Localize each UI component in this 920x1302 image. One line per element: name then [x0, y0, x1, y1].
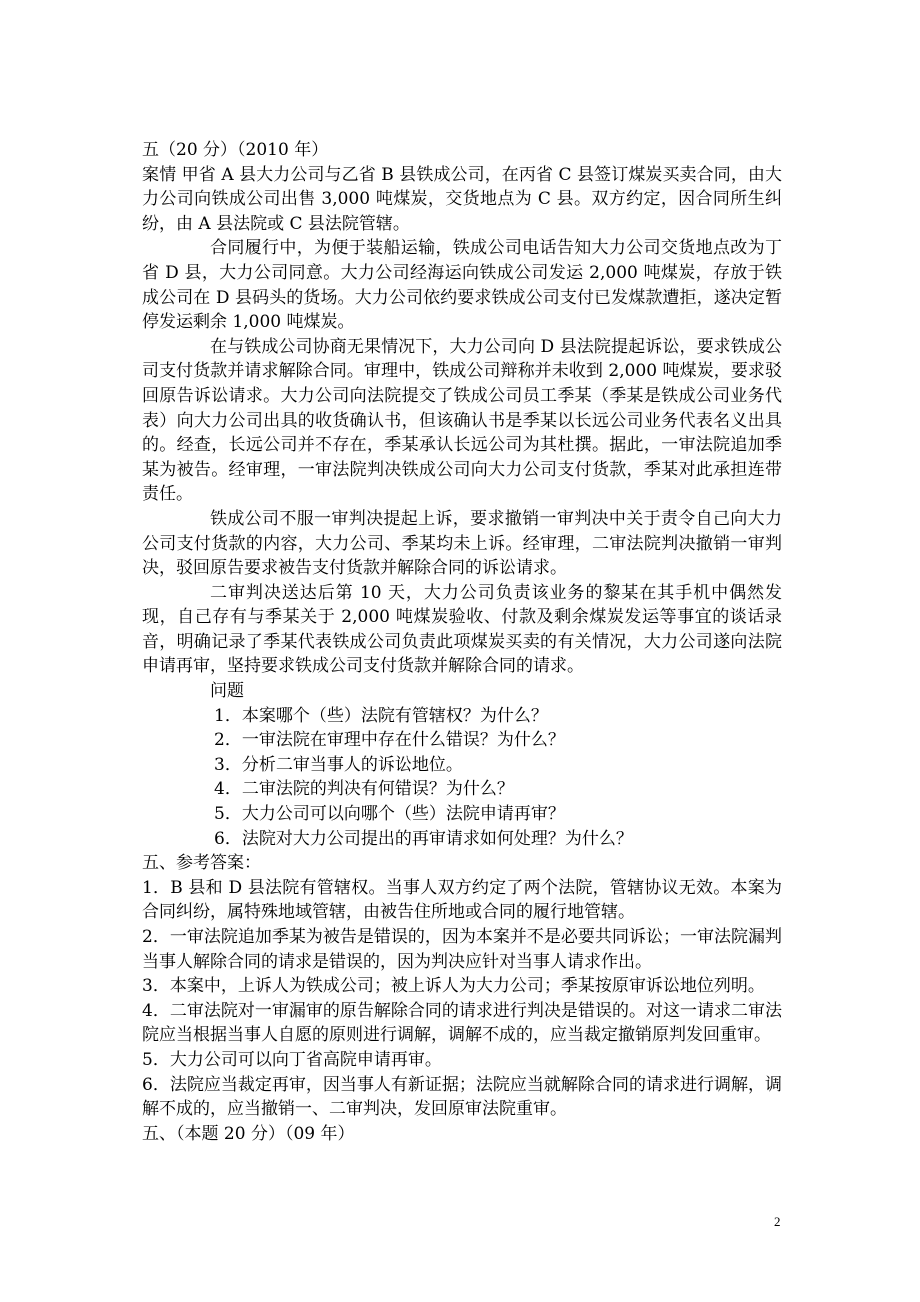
answer-item: 4．二审法院对一审漏审的原告解除合同的请求进行判决是错误的。对这一请求二审法院应当根据当事人自愿的原则进行调解，调解不成的，应当裁定撤销原判发回重审。	[142, 1000, 782, 1046]
next-section-header: 五、（本题 20 分）（09 年）	[142, 1123, 355, 1144]
question-item: 2．一审法院在审理中存在什么错误？为什么？	[214, 730, 565, 751]
case-paragraph: 二审判决送达后第 10 天，大力公司负责该业务的黎某在其手机中偶然发现，自己存有与季某关于 2,000 吨煤炭验收、付款及剩余煤炭发运等事宜的谈话录音，明确记录了季某代表铁成公司负责此项煤炭买卖的有关情况，大力公司遂向法院申请再审，坚持要求铁成公司支付货款并解除合同的请求。	[142, 582, 782, 677]
case-paragraph: 合同履行中，为便于装船运输，铁成公司电话告知大力公司交货地点改为丁省 D 县，大力公司同意。大力公司经海运向铁成公司发运 2,000 吨煤炭，存放于铁成公司在 D 县码头的货场。大力公司依约要求铁成公司支付已发煤款遭拒，遂决定暂停发运剩余 1,000 吨煤炭。	[142, 238, 782, 333]
question-item: 1．本案哪个（些）法院有管辖权？为什么？	[214, 705, 548, 726]
section-header: 五（20 分）（2010 年）	[142, 140, 329, 160]
answer-item: 3．本案中，上诉人为铁成公司；被上诉人为大力公司；季某按原审诉讼地位列明。	[142, 976, 765, 997]
question-item: 5．大力公司可以向哪个（些）法院申请再审？	[214, 804, 565, 825]
case-paragraph: 铁成公司不服一审判决提起上诉，要求撤销一审判决中关于责令自己向大力公司支付货款的内容，大力公司、季某均未上诉。经审理，二审法院判决撤销一审判决，驳回原告要求被告支付货款并解除合同的诉讼请求。	[142, 508, 782, 579]
answer-item: 2．一审法院追加季某为被告是错误的，因为本案并不是必要共同诉讼；一审法院漏判当事人解除合同的请求是错误的，因为判决应针对当事人请求作出。	[142, 927, 782, 972]
questions-label: 问题	[210, 681, 244, 702]
answers-label: 五、参考答案：	[142, 853, 261, 874]
question-item: 4．二审法院的判决有何错误？为什么？	[214, 779, 514, 800]
answer-item: 1．B 县和 D 县法院有管辖权。当事人双方约定了两个法院，管辖协议无效。本案为合同纠纷，属特殊地域管辖，由被告住所地或合同的履行地管辖。	[142, 877, 782, 923]
answer-item: 6．法院应当裁定再审，因当事人有新证据；法院应当就解除合同的请求进行调解，调解不成的，应当撤销一、二审判决，发回原审法院重审。	[142, 1074, 782, 1120]
question-item: 3．分析二审当事人的诉讼地位。	[214, 754, 463, 775]
case-paragraph: 在与铁成公司协商无果情况下，大力公司向 D 县法院提起诉讼，要求铁成公司支付货款并请求解除合同。审理中，铁成公司辩称并未收到 2,000 吨煤炭，要求驳回原告诉讼请求。大力公司向法院提交了铁成公司员工季某（季某是铁成公司业务代表）向大力公司出具的收货确认书，但该确认书是季某以长远公司业务代表名义出具的。经查，长远公司并不存在，季某承认长远公司为其杜撰。据此，一审法院追加季某为被告。经审理，一审法院判决铁成公司向大力公司支付货款，季某对此承担连带责任。	[142, 336, 782, 505]
page-number: 2	[774, 1214, 781, 1229]
question-item: 6．法院对大力公司提出的再审请求如何处理？为什么？	[214, 828, 633, 849]
case-paragraph: 案情 甲省 A 县大力公司与乙省 B 县铁成公司，在丙省 C 县签订煤炭买卖合同，由大力公司向铁成公司出售 3,000 吨煤炭，交货地点为 C 县。双方约定，因合同所生纠纷，由 A 县法院或 C 县法院管辖。	[142, 164, 782, 234]
page-content	[142, 138, 782, 1146]
answer-item: 5．大力公司可以向丁省高院申请再审。	[142, 1049, 442, 1070]
